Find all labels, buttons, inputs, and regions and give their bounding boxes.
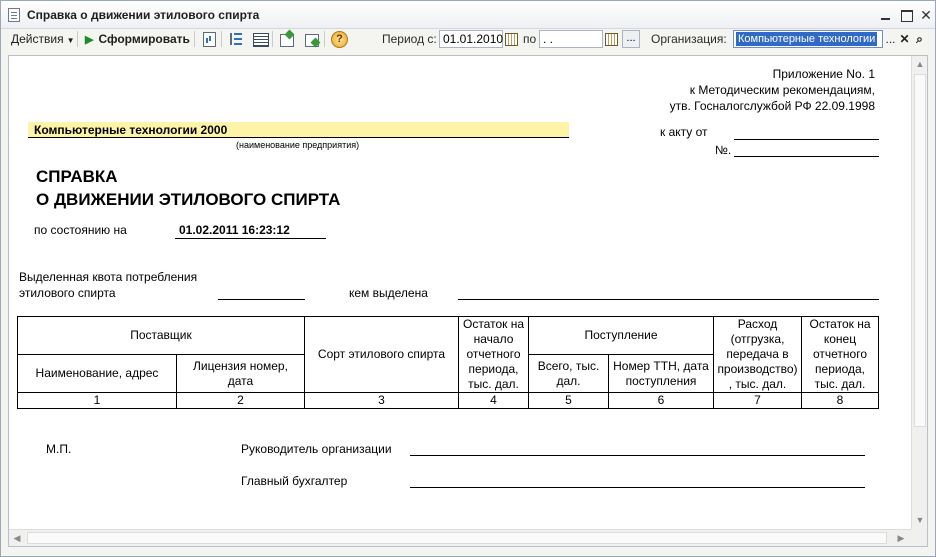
chevron-down-icon: ▼ bbox=[66, 36, 75, 45]
period-from-field[interactable]: 01.01.2010 bbox=[439, 30, 503, 48]
minimize-icon[interactable] bbox=[877, 6, 895, 24]
head-signature-line bbox=[410, 455, 865, 456]
scroll-right-icon[interactable]: ▶ bbox=[897, 533, 905, 543]
separator bbox=[221, 31, 222, 47]
stamp-label: М.П. bbox=[46, 442, 72, 456]
movement-table bbox=[17, 316, 879, 409]
play-icon: ▶ bbox=[85, 34, 94, 46]
quota-label-line2: этилового спирта bbox=[19, 286, 116, 300]
header-text: Остаток на bbox=[809, 317, 871, 331]
horizontal-scroll-thumb[interactable] bbox=[27, 532, 887, 544]
title-bar bbox=[1, 1, 935, 29]
column-number: 4 bbox=[459, 393, 529, 409]
header-ttn bbox=[609, 355, 714, 393]
header-text: тыс. дал. bbox=[468, 377, 519, 391]
column-number: 2 bbox=[177, 393, 305, 409]
organization-select-button[interactable]: ... bbox=[885, 32, 896, 46]
organization-caption: (наименование предприятия) bbox=[236, 140, 360, 150]
header-text: дал. bbox=[556, 373, 581, 388]
as-of-value: 01.02.2011 16:23:12 bbox=[179, 223, 290, 237]
column-number: 7 bbox=[714, 393, 802, 409]
scroll-up-icon[interactable]: ▲ bbox=[915, 59, 925, 69]
actions-menu-button[interactable] bbox=[11, 30, 75, 48]
header-opening-balance bbox=[459, 317, 529, 393]
window-title: Справка о движении этилового спирта bbox=[27, 8, 260, 22]
header-text: тыс. дал. bbox=[814, 377, 866, 391]
search-icon[interactable]: ⌕ bbox=[916, 32, 923, 46]
organization-field[interactable] bbox=[733, 30, 883, 48]
period-to-field[interactable]: . . bbox=[539, 30, 603, 48]
as-of-line bbox=[175, 238, 326, 239]
appendix-line: к Методическим рекомендациям, bbox=[689, 83, 875, 97]
separator bbox=[324, 31, 325, 47]
act-date-line bbox=[734, 139, 879, 140]
period-from-label: Период с: bbox=[382, 32, 437, 46]
header-receipt: Поступление bbox=[529, 317, 714, 355]
scrollbar-corner bbox=[911, 529, 927, 546]
column-number: 5 bbox=[529, 393, 609, 409]
maximize-icon[interactable] bbox=[897, 6, 915, 24]
generate-button[interactable] bbox=[85, 30, 190, 48]
header-supplier: Поставщик bbox=[18, 317, 305, 355]
organization-value: Компьютерные технологии bbox=[738, 33, 876, 45]
act-number-line bbox=[734, 156, 879, 157]
header-text: конец bbox=[823, 332, 857, 346]
document-icon bbox=[8, 8, 20, 22]
separator bbox=[194, 31, 195, 47]
header-name-address: Наименование, адрес bbox=[18, 355, 177, 393]
header-closing-balance bbox=[802, 317, 879, 393]
header-text: периода, bbox=[815, 362, 865, 376]
separator bbox=[77, 31, 78, 47]
as-of-label: по состоянию на bbox=[34, 223, 127, 237]
help-icon[interactable] bbox=[330, 30, 348, 48]
quota-label-line1: Выделенная квота потребления bbox=[19, 270, 198, 284]
column-number: 8 bbox=[802, 393, 879, 409]
load-settings-icon[interactable] bbox=[278, 30, 296, 48]
report-title-line2: О ДВИЖЕНИИ ЭТИЛОВОГО СПИРТА bbox=[36, 190, 341, 209]
scroll-down-icon[interactable]: ▼ bbox=[915, 515, 925, 525]
allocated-by-label: кем выделена bbox=[349, 286, 428, 300]
horizontal-scrollbar[interactable] bbox=[9, 529, 911, 546]
report-title-line1: СПРАВКА bbox=[36, 167, 118, 186]
header-text: Остаток на bbox=[462, 317, 525, 331]
calendar-icon[interactable] bbox=[604, 31, 618, 47]
column-number: 3 bbox=[305, 393, 459, 409]
header-text: периода, bbox=[468, 362, 519, 376]
accountant-signature-label: Главный бухгалтер bbox=[241, 474, 348, 488]
structure-icon[interactable] bbox=[227, 30, 245, 48]
calendar-icon[interactable] bbox=[504, 31, 518, 47]
header-receipt-total bbox=[529, 355, 609, 393]
report-area bbox=[8, 55, 928, 547]
vertical-scroll-thumb[interactable] bbox=[914, 74, 926, 427]
organization-label: Организация: bbox=[651, 32, 727, 46]
header-text: производство) bbox=[717, 362, 798, 376]
allocated-by-line bbox=[458, 299, 879, 300]
header-text: Всего, тыс. bbox=[537, 358, 600, 373]
header-text: начало bbox=[473, 332, 514, 346]
header-text: отчетного bbox=[466, 347, 521, 361]
header-text: Лицензия номер, bbox=[193, 358, 288, 373]
close-icon[interactable]: ✕ bbox=[920, 7, 932, 23]
period-select-button[interactable]: ... bbox=[622, 30, 640, 48]
spreadsheet-document bbox=[9, 56, 911, 529]
separator bbox=[272, 31, 273, 47]
period-to-label: по bbox=[523, 32, 537, 46]
column-number: 1 bbox=[18, 393, 177, 409]
header-expense bbox=[714, 317, 802, 393]
header-text: поступления bbox=[625, 373, 697, 388]
act-number-label: №. bbox=[715, 143, 732, 157]
header-text: отчетного bbox=[812, 347, 868, 361]
save-settings-icon[interactable] bbox=[303, 30, 321, 48]
head-signature-label: Руководитель организации bbox=[241, 442, 392, 456]
quota-line bbox=[218, 299, 305, 300]
toolbar bbox=[1, 29, 935, 49]
scroll-left-icon[interactable]: ◀ bbox=[13, 533, 21, 543]
table-view-icon[interactable] bbox=[251, 30, 269, 48]
header-text: передача в bbox=[726, 347, 789, 361]
header-text: Расход bbox=[737, 317, 778, 331]
clear-icon[interactable]: ✕ bbox=[899, 32, 910, 46]
header-grade: Сорт этилового спирта bbox=[305, 317, 459, 393]
appendix-line: утв. Госналогслужбой РФ 22.09.1998 bbox=[669, 99, 875, 113]
header-text: (отгрузка, bbox=[730, 332, 785, 346]
report-settings-icon[interactable] bbox=[200, 30, 218, 48]
organization-name: Компьютерные технологии 2000 bbox=[28, 122, 569, 138]
header-text: Номер ТТН, дата bbox=[613, 358, 709, 373]
generate-label: Сформировать bbox=[98, 32, 190, 46]
accountant-signature-line bbox=[410, 487, 865, 488]
column-number: 6 bbox=[609, 393, 714, 409]
appendix-line: Приложение No. 1 bbox=[772, 67, 875, 81]
vertical-scrollbar[interactable] bbox=[911, 56, 927, 529]
header-text: дата bbox=[227, 373, 254, 388]
act-date-label: к акту от bbox=[660, 125, 708, 139]
actions-label: Действия bbox=[11, 32, 64, 46]
header-text: , тыс. дал. bbox=[728, 377, 787, 391]
header-license bbox=[177, 355, 305, 393]
